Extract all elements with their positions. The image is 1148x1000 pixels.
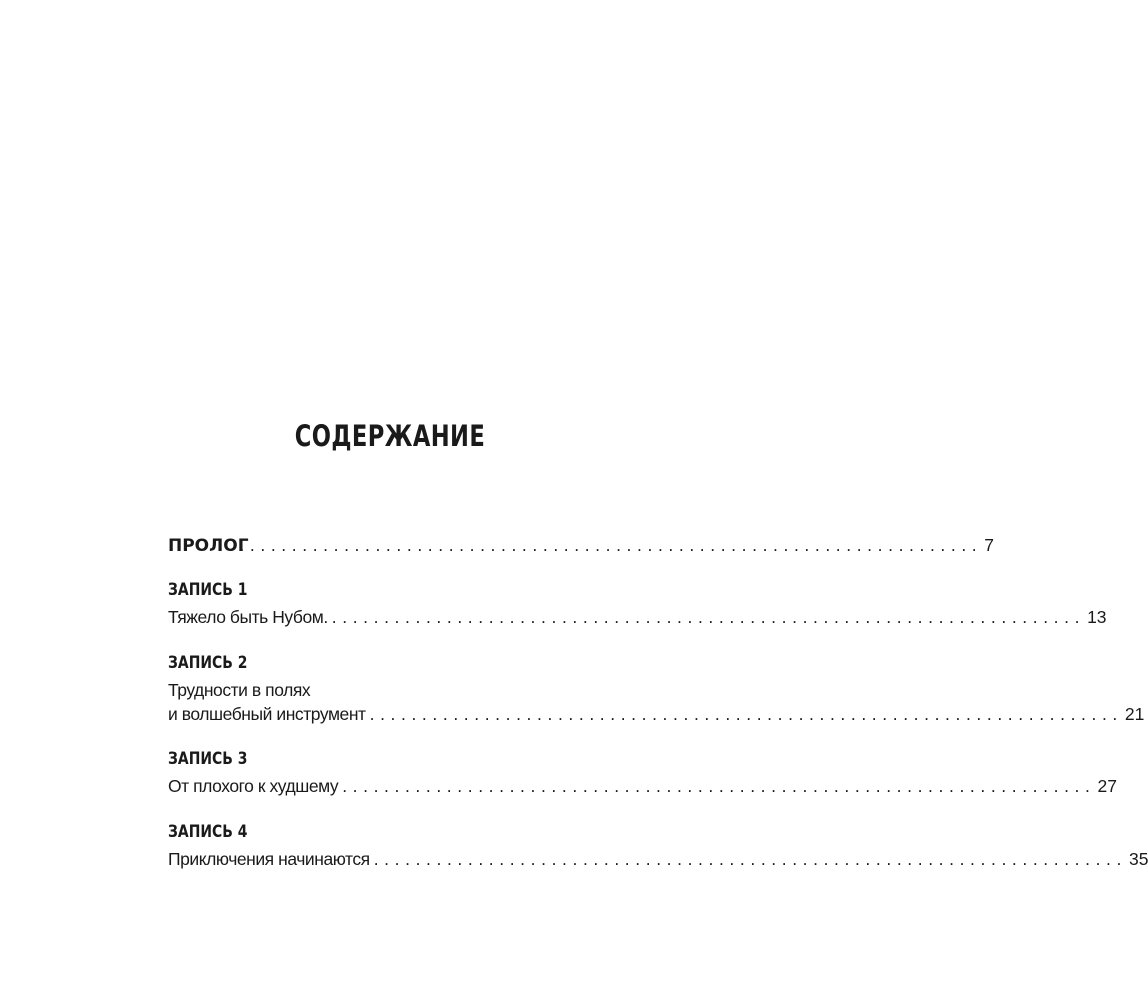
toc-entry-title: Приключения начинаются [168,849,370,869]
toc-line-entry-4[interactable] [168,848,1148,870]
toc-entry-heading: ЗАПИСЬ 4 [168,822,248,842]
toc-page-number: 27 [1097,776,1117,796]
toc-page-number: 21 [1124,704,1145,724]
toc-prologue-label: ПРОЛОГ [168,536,249,556]
toc-page-number: 13 [1087,607,1107,627]
toc-page-number: 7 [984,535,995,555]
toc-entry-heading: ЗАПИСЬ 1 [168,580,248,600]
toc-leader-dots: ........................................................................ [331,607,1086,627]
toc-line-prologue[interactable] [168,534,995,557]
toc-leader-dots: ........................................................................ [373,849,1127,869]
toc-entry-title: и волшебный инструмент [168,704,366,724]
toc-entry-title-line: Трудности в полях [168,680,311,700]
toc-entry-title: От плохого к худшему [168,776,339,796]
toc-page-number: 35 [1129,849,1148,869]
toc-leader-dots: ........................................................................ [229,535,983,555]
toc-line-entry-2[interactable] [168,703,1145,725]
toc-entry-title: Тяжело быть Нубом. [168,607,328,627]
toc-entry-heading: ЗАПИСЬ 3 [168,749,248,769]
page-title: СОДЕРЖАНИЕ [294,419,486,453]
toc-entry-heading: ЗАПИСЬ 2 [168,653,248,673]
toc-leader-dots: ........................................................................ [369,704,1123,724]
toc-line-entry-3[interactable] [168,775,1117,797]
toc-leader-dots: ........................................................................ [342,776,1096,796]
toc-line-entry-1[interactable] [168,606,1107,628]
